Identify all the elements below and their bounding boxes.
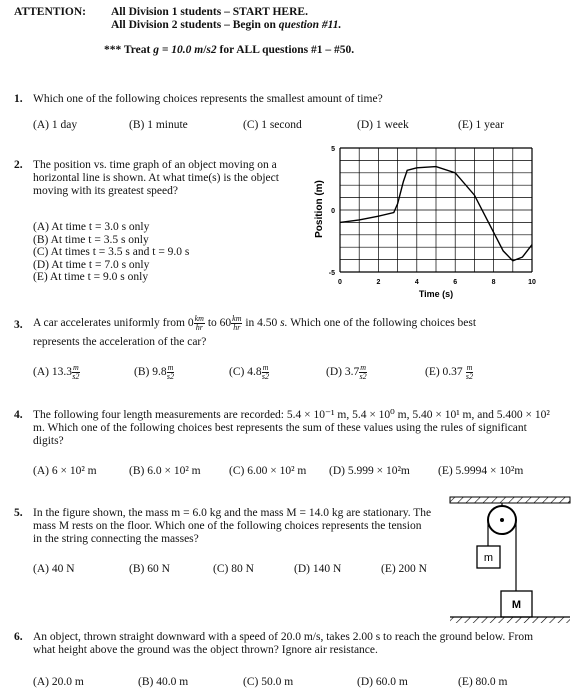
q2-choice-e[interactable]: (E) At time t = 9.0 s only [33, 271, 149, 284]
q4-number: 4. [14, 409, 23, 421]
q4-choice-d[interactable]: (D) 5.999 × 10²m [329, 465, 410, 477]
attention-label: ATTENTION: [14, 6, 86, 18]
gravity-instruction: *** Treat g = 10.0 m/s2 for ALL questions #1 – #50. [104, 44, 355, 56]
position-time-chart [300, 138, 550, 304]
y-tick-0: 0 [331, 208, 335, 215]
x-tick-10: 10 [528, 279, 536, 286]
y-axis-label: Position (m) [314, 180, 325, 238]
q3-number: 3. [14, 319, 23, 331]
q1-choice-a[interactable]: (A) 1 day [33, 119, 78, 131]
q6-choice-e[interactable]: (E) 80.0 m [458, 676, 508, 688]
q5-choice-b[interactable]: (B) 60 N [129, 563, 170, 575]
q3-text-line2: represents the acceleration of the car? [33, 336, 207, 348]
pulley-axle [500, 518, 504, 522]
small-mass-label: m [483, 552, 494, 564]
q2-choice-d[interactable]: (D) At time t = 7.0 s only [33, 258, 150, 271]
x-axis-label: Time (s) [418, 289, 454, 299]
q2-choices [33, 221, 189, 284]
q5-number: 5. [14, 507, 23, 519]
q3-choice-d[interactable]: (D) 3.7 $\frac{m}{s2}$ [326, 363, 367, 381]
q6-choice-a[interactable]: (A) 20.0 m [33, 676, 84, 688]
q1-number: 1. [14, 93, 23, 105]
q6-number: 6. [14, 631, 23, 643]
q1-choice-b[interactable]: (B) 1 minute [129, 119, 188, 131]
division2-instruction: All Division 2 students – Begin on question #11. [111, 19, 342, 31]
q2-text: The position vs. time graph of an object moving on a horizontal line is shown. At what time(s) is the object moving with its greatest speed? [33, 159, 279, 197]
x-tick-6: 6 [453, 279, 458, 286]
q6-choice-c[interactable]: (C) 50.0 m [243, 676, 294, 688]
q1-text: Which one of the following choices represents the smallest amount of time? [33, 93, 383, 105]
q4-text: The following four length measurements are recorded: 5.4 × 10⁻¹ m, 5.4 × 10⁰ m, 5.40 × 10¹ m, and 5.400 × 10² m. Which one of the following choices best represents the sum of these values using the rules of significant digits? [33, 409, 550, 447]
q6-choice-b[interactable]: (B) 40.0 m [138, 676, 189, 688]
pulley-figure [447, 496, 572, 626]
q3-choice-e[interactable]: (E) 0.37 $\frac{m}{s2}$ [425, 363, 474, 381]
q3-unit-kmhr-1: $\frac{km}{hr}$ [194, 314, 204, 332]
q4-choice-e[interactable]: (E) 5.9994 × 10²m [438, 465, 524, 477]
q2-choice-c[interactable]: (C) At times t = 3.5 s and t = 9.0 s [33, 246, 190, 259]
q2-number: 2. [14, 159, 23, 171]
q5-choice-a[interactable]: (A) 40 N [33, 563, 75, 575]
big-mass-label: M [511, 599, 522, 611]
q3-choice-a[interactable]: (A) 13.3 $\frac{m}{s2}$ [33, 363, 80, 381]
q6-text: An object, thrown straight downward with a speed of 20.0 m/s, takes 2.00 s to reach the ground below. From what height above the ground was the object thrown? Ignore air resistance. [33, 631, 534, 656]
q2-choice-b[interactable]: (B) At time t = 3.5 s only [33, 233, 149, 246]
q4-choice-c[interactable]: (C) 6.00 × 10² m [229, 465, 307, 477]
q1-choice-d[interactable]: (D) 1 week [357, 119, 409, 131]
q3-choice-b[interactable]: (B) 9.8 $\frac{m}{s2}$ [134, 363, 175, 381]
ceiling [450, 497, 570, 503]
q3-text-line1: A car accelerates uniformly from 0 $\frac{km}{hr}$ to 60 $\frac{km}{hr}$ in 4.50 s. Which one of the following choices best [33, 314, 477, 332]
division1-instruction: All Division 1 students – START HERE. [111, 6, 308, 18]
q3-choice-c[interactable]: (C) 4.8 $\frac{m}{s2}$ [229, 363, 270, 381]
y-tick--5: -5 [328, 270, 335, 277]
q5-choice-c[interactable]: (C) 80 N [213, 563, 254, 575]
x-tick-8: 8 [491, 279, 496, 286]
q2-choice-a[interactable]: (A) At time t = 3.0 s only [33, 221, 150, 233]
q5-text: In the figure shown, the mass m = 6.0 kg and the mass M = 14.0 kg are stationary. The mass M rests on the floor. Which one of the following choices represents the tension in the string connecting the masses? [33, 507, 432, 545]
q1-choice-c[interactable]: (C) 1 second [243, 119, 302, 131]
q4-choice-b[interactable]: (B) 6.0 × 10² m [129, 465, 201, 477]
y-tick-5: 5 [331, 146, 335, 153]
x-tick-4: 4 [414, 279, 419, 286]
floor [450, 617, 570, 623]
x-tick-0: 0 [338, 279, 342, 286]
q5-choice-e[interactable]: (E) 200 N [381, 563, 427, 575]
q3-unit-kmhr-2: $\frac{km}{hr}$ [232, 314, 242, 332]
q6-choice-d[interactable]: (D) 60.0 m [357, 676, 408, 688]
q5-choice-d[interactable]: (D) 140 N [294, 563, 342, 575]
q4-choice-a[interactable]: (A) 6 × 10² m [33, 465, 97, 477]
q1-choice-e[interactable]: (E) 1 year [458, 119, 504, 131]
x-tick-2: 2 [376, 279, 381, 286]
